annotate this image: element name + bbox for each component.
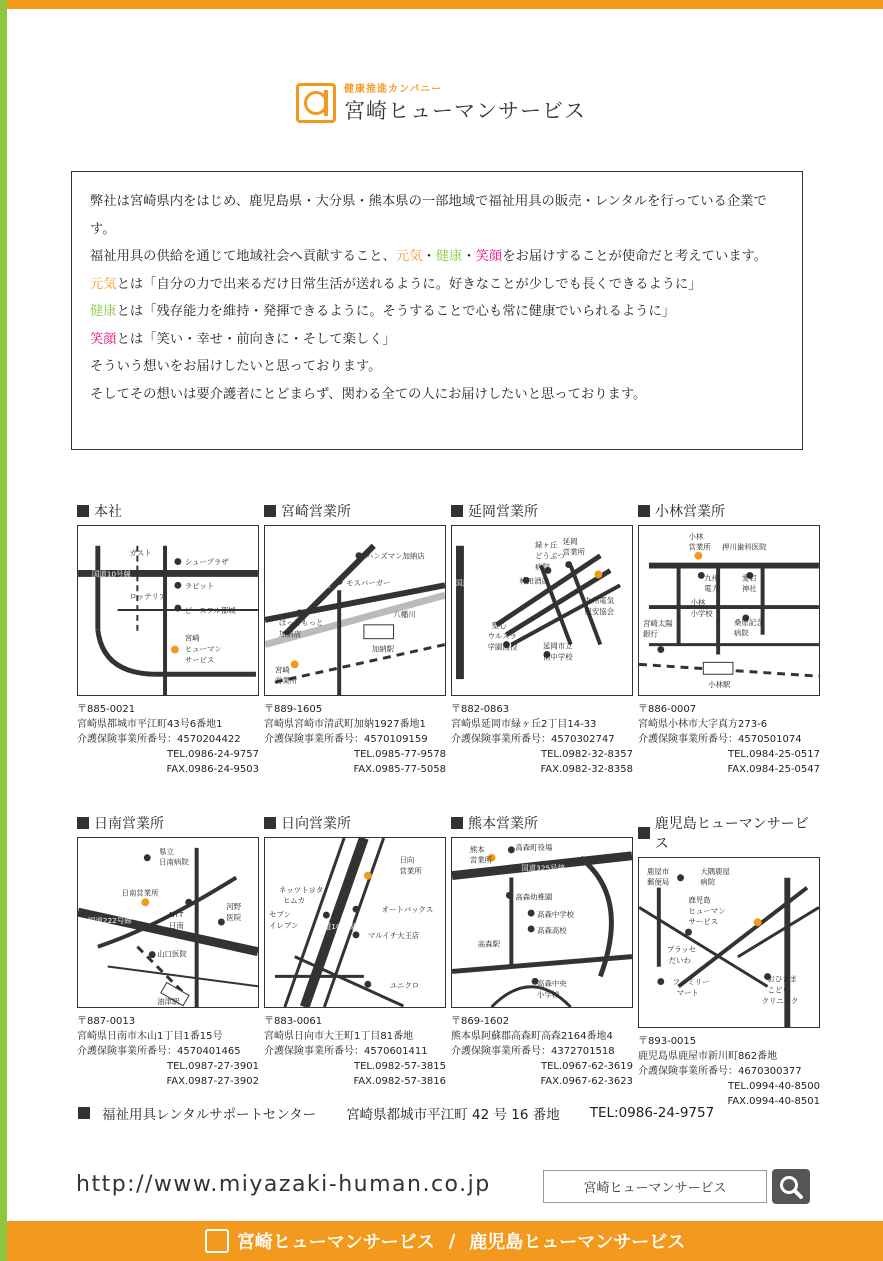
map-label: イレブン	[269, 920, 299, 930]
map-label: 鹿屋市	[646, 866, 670, 876]
office-fax: FAX.0986-24-9503	[166, 764, 259, 775]
map-label: おひさま	[767, 974, 798, 984]
map-label: 高森幼稚園	[515, 892, 553, 902]
support-center-name: 福祉用具レンタルサポートセンター	[102, 1107, 317, 1123]
map-label: セブン	[269, 910, 291, 920]
office-care-number: 介護保険事業所番号：4570109159	[264, 734, 428, 745]
office-title: 延岡営業所	[451, 501, 633, 521]
office-fax: FAX.0967-62-3623	[540, 1076, 633, 1087]
map-label: 営業所	[562, 547, 585, 557]
office-block	[638, 813, 820, 1109]
support-center-address: 宮崎県都城市平江町 42 号 16 番地	[346, 1107, 560, 1123]
map-label: 宮崎太陽	[643, 618, 673, 628]
map-label: 学園高校	[487, 642, 518, 652]
map-label: ヒムカ	[282, 896, 306, 906]
logo-name: 宮崎ヒューマンサービス	[344, 99, 586, 123]
bullet-square	[264, 505, 276, 517]
map-label: サービス	[688, 917, 719, 927]
office-care-number: 介護保険事業所番号：4570401465	[77, 1046, 241, 1057]
office-fax: FAX.0985-77-5058	[353, 764, 446, 775]
office-zip: 〒882-0863	[451, 704, 510, 715]
map-label: 高森駅	[477, 939, 500, 949]
office-address-block	[77, 702, 259, 777]
map-label: ピースフル都城	[184, 605, 236, 615]
office-zip: 〒893-0015	[638, 1036, 697, 1047]
map-label: 小学校	[690, 608, 713, 618]
bullet-square	[638, 827, 650, 839]
map-label: 保安協会	[584, 606, 615, 616]
map-label: 愛宕	[741, 573, 757, 583]
map-label: 延岡市立	[542, 641, 573, 651]
map-label: 日向	[399, 855, 415, 865]
map-label: 営業所	[399, 866, 422, 876]
footer-left: 宮崎ヒューマンサービス	[236, 1232, 435, 1253]
office-map	[638, 525, 820, 696]
map-label: 大隅鹿屋	[700, 866, 730, 876]
office-title: 宮崎営業所	[264, 501, 446, 521]
office-address-block	[77, 1014, 259, 1089]
office-tel: TEL.0967-62-3619	[540, 1061, 633, 1072]
office-map	[264, 837, 446, 1008]
search-input[interactable]: 宮崎ヒューマンサービス	[543, 1170, 767, 1203]
map-label: 加納店	[278, 629, 302, 639]
office-address-block	[451, 702, 633, 777]
map-label: 緑ヶ丘	[535, 540, 558, 550]
map-label: 国道10号線	[91, 569, 131, 579]
office-care-number: 介護保険事業所番号：4570501074	[638, 734, 802, 745]
office-care-number: 介護保険事業所番号：4570204422	[77, 734, 241, 745]
office-title: 日南営業所	[77, 813, 259, 833]
office-address: 宮崎県小林市大字真方273-6	[638, 719, 768, 730]
office-zip: 〒885-0021	[77, 704, 136, 715]
map-label: 銀行	[643, 629, 658, 639]
office-tel: TEL.0982-57-3815	[353, 1061, 446, 1072]
office-tel: TEL.0982-32-8357	[540, 749, 633, 760]
left-accent-bar	[0, 0, 7, 1261]
map-label: サービス	[184, 655, 215, 665]
map-label: 九州	[704, 573, 720, 583]
office-address: 鹿児島県鹿屋市新川町862番地	[638, 1051, 778, 1062]
office-block	[451, 501, 633, 777]
map-label: 林田酒店	[519, 576, 549, 586]
company-logo	[296, 80, 586, 125]
map-label: 病院	[535, 562, 550, 572]
office-fax: FAX.0994-40-8501	[727, 1096, 820, 1107]
map-label: 国道222号線	[87, 915, 132, 925]
map-label: ユニクロ	[389, 981, 420, 991]
map-label: 延岡	[562, 536, 578, 546]
map-label: 日南病院	[159, 857, 189, 867]
office-map	[264, 525, 446, 696]
map-label: 桑原記念	[733, 617, 764, 627]
bullet-square	[264, 817, 276, 829]
office-title: 熊本営業所	[451, 813, 633, 833]
office-care-number: 介護保険事業所番号：4670300377	[638, 1066, 802, 1077]
map-label: 日南営業所	[121, 888, 159, 898]
office-map	[638, 857, 820, 1028]
office-address: 熊本県阿蘇郡高森町高森2164番地4	[451, 1031, 613, 1042]
office-title: 小林営業所	[638, 501, 820, 521]
map-label: 山口医院	[157, 949, 187, 959]
office-map	[451, 525, 633, 696]
bullet-square	[77, 505, 89, 517]
map-label: 営業所	[469, 855, 493, 865]
map-label: クリニック	[761, 996, 799, 1006]
map-label: NTT	[168, 910, 184, 920]
support-center	[78, 1103, 744, 1123]
map-label: 電力	[704, 584, 720, 594]
office-block	[638, 501, 820, 777]
map-label: 27号線	[306, 580, 331, 590]
office-fax: FAX.0987-27-3902	[166, 1076, 259, 1087]
office-block	[451, 813, 633, 1089]
map-label: ロッテリア	[129, 592, 167, 602]
map-label: 河野	[226, 902, 242, 912]
map-label: ラピット	[184, 581, 215, 591]
map-label: ファミリー	[672, 977, 710, 987]
egao-line: 笑顔とは「笑い・幸せ・前向きに・そして楽しく」	[90, 331, 396, 347]
office-block	[264, 813, 446, 1089]
office-zip: 〒886-0007	[638, 704, 697, 715]
office-address: 宮崎県宮崎市清武町加納1927番地1	[264, 719, 426, 730]
office-address-block	[638, 702, 820, 777]
office-map	[77, 837, 259, 1008]
map-label: 日南	[168, 920, 184, 930]
office-tel: TEL.0987-27-3901	[166, 1061, 259, 1072]
map-label: 九州電気	[584, 596, 615, 606]
office-zip: 〒869-1602	[451, 1016, 510, 1027]
map-label: 郵便局	[646, 877, 670, 887]
office-care-number: 介護保険事業所番号：4570302747	[451, 734, 615, 745]
map-label: マルイチ大王店	[367, 930, 420, 940]
office-block	[264, 501, 446, 777]
map-label: どうぶつ	[535, 551, 565, 561]
map-label: 鹿児島	[688, 895, 711, 905]
map-label: 小林	[688, 531, 704, 541]
footer-bar	[7, 1221, 883, 1261]
logo-tagline: 健康推進カンパニー	[344, 84, 443, 95]
office-address-block	[264, 702, 446, 777]
support-center-tel: TEL:0986-24-9757	[589, 1105, 715, 1121]
map-label: 小学校	[537, 990, 560, 1000]
office-address: 宮崎県日南市木山1丁目1番15号	[77, 1031, 223, 1042]
top-accent-bar	[7, 0, 883, 9]
kenko-line: 健康とは「残存能力を維持・発揮できるように。そうすることで心も常に健康でいられるように」	[90, 304, 676, 319]
map-label: モスバーガー	[346, 578, 391, 588]
office-fax: FAX.0984-25-0547	[727, 764, 820, 775]
office-tel: TEL.0984-25-0517	[727, 749, 820, 760]
bullet-square	[78, 1107, 90, 1119]
office-title: 日向営業所	[264, 813, 446, 833]
map-label: 国道325号線	[521, 863, 566, 873]
map-label: 営業所	[274, 676, 298, 686]
map-label: オートバックス	[381, 905, 434, 915]
office-fax: FAX.0982-57-3816	[353, 1076, 446, 1087]
map-label: ヒューマン	[184, 644, 222, 654]
bullet-square	[451, 817, 463, 829]
bullet-square	[638, 505, 650, 517]
map-label: 高森中央	[537, 979, 567, 989]
office-care-number: 介護保険事業所番号：4570601411	[264, 1046, 428, 1057]
map-label: 医院	[226, 913, 242, 923]
map-label: 高森中学校	[537, 910, 575, 920]
map-label: 熊本	[469, 844, 485, 854]
map-label: マート	[676, 988, 699, 998]
office-address: 宮崎県都城市平江町43号6番地1	[77, 719, 223, 730]
office-map	[451, 837, 633, 1008]
bullet-square	[451, 505, 463, 517]
office-tel: TEL.0994-40-8500	[727, 1081, 820, 1092]
genki-line: 元気とは「自分の力で出来るだけ日常生活が送れるように。好きなことが少しでも長くできるように」	[90, 276, 702, 292]
logo-mark-icon	[296, 83, 336, 123]
map-label: 油津駅	[157, 997, 180, 1007]
map-label: 病院	[700, 877, 716, 887]
office-fax: FAX.0982-32-8358	[540, 764, 633, 775]
office-address-block	[451, 1014, 633, 1089]
footer-right: 鹿児島ヒューマンサービス	[469, 1232, 686, 1253]
intro-line-7: そしてその想いは要介護者にとどまらず、関わる全ての人にお届けしたいと思っております。	[90, 386, 647, 402]
intro-box	[71, 171, 803, 450]
map-label: 国道10号線	[455, 578, 495, 588]
map-label: 高森高校	[537, 925, 567, 935]
map-label: ハンズマン加納店	[365, 551, 425, 561]
bullet-square	[77, 817, 89, 829]
map-label: 宮崎	[184, 633, 200, 643]
map-label: シュープラザ	[184, 557, 229, 567]
intro-line-1: 弊社は宮崎県内をはじめ、鹿児島県・大分県・熊本県の一部地域で福祉用具の販売・レンタルを行っている企業です。	[90, 194, 767, 237]
intro-line-6: そういう想いをお届けしたいと思っております。	[90, 359, 382, 374]
map-label: ほっともっと	[278, 617, 324, 627]
office-title: 鹿児島ヒューマンサービス	[638, 813, 820, 853]
map-label: 県立	[159, 846, 174, 856]
map-label: ガスト	[129, 548, 152, 558]
office-zip: 〒887-0013	[77, 1016, 136, 1027]
office-address-block	[638, 1034, 820, 1109]
map-label: 加納駅	[371, 644, 395, 654]
office-map	[77, 525, 259, 696]
map-label: プラッセ	[666, 944, 697, 954]
map-label: 聖心	[491, 620, 507, 630]
office-zip: 〒889-1605	[264, 704, 323, 715]
map-label: ネッツトヨタ	[278, 885, 324, 895]
office-care-number: 介護保険事業所番号：4372701518	[451, 1046, 615, 1057]
map-label: 押川歯科医院	[722, 542, 767, 552]
map-label: 南中学校	[542, 652, 573, 662]
map-label: 八幡川	[393, 609, 416, 619]
search-icon	[772, 1169, 810, 1204]
map-label: 小林	[690, 598, 706, 608]
office-tel: TEL.0986-24-9757	[166, 749, 259, 760]
footer-separator: /	[448, 1230, 456, 1252]
map-label: 神社	[741, 584, 757, 594]
footer-logo-icon	[205, 1229, 229, 1253]
office-block	[77, 501, 259, 777]
map-label: 高森町役場	[515, 842, 553, 852]
map-label: だいわ	[668, 955, 691, 965]
office-address-block	[264, 1014, 446, 1089]
map-label: 営業所	[688, 542, 711, 552]
office-address: 宮崎県日向市大王町1丁目81番地	[264, 1031, 414, 1042]
office-block	[77, 813, 259, 1089]
website-url[interactable]: http://www.miyazaki-human.co.jp	[76, 1172, 491, 1197]
map-label: 宮崎	[274, 665, 290, 675]
map-label: ウルスラ	[487, 631, 517, 641]
map-label: 国道10号線	[316, 921, 356, 931]
office-zip: 〒883-0061	[264, 1016, 323, 1027]
office-address: 宮崎県延岡市緑ヶ丘2丁目14-33	[451, 719, 597, 730]
map-label: こども	[767, 985, 790, 995]
map-label: 小林駅	[708, 680, 731, 690]
map-label: ヒューマン	[688, 906, 726, 916]
map-label: 病院	[733, 628, 749, 638]
intro-line-2: 福祉用具の供給を通じて地域社会へ貢献すること、元気・健康・笑顔をお届けすることが使命だと考えています。	[90, 249, 768, 264]
office-tel: TEL.0985-77-9578	[353, 749, 446, 760]
office-title: 本社	[77, 501, 259, 521]
search-button[interactable]	[772, 1169, 810, 1204]
